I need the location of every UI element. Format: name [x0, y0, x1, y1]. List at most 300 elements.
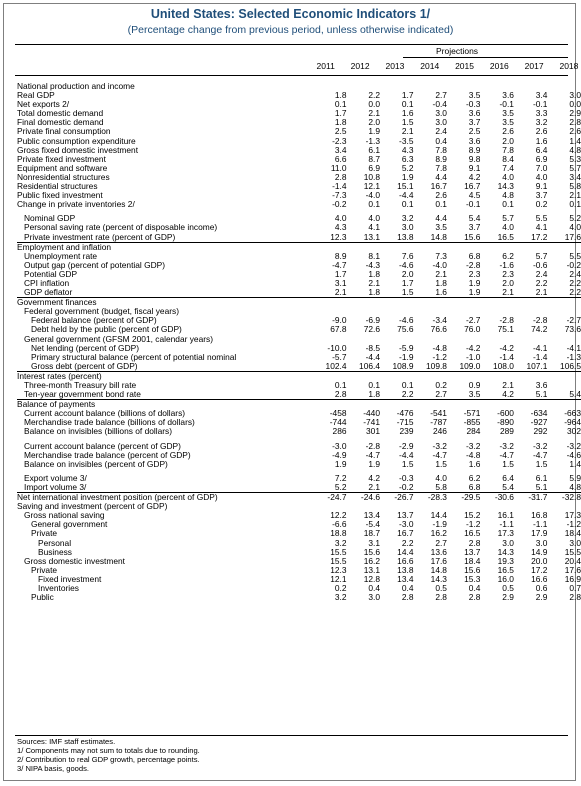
row-value: 8.9	[435, 153, 447, 164]
row-value: 3.2	[334, 592, 347, 603]
row-value: 1.7	[334, 108, 347, 119]
row-value: 0.1	[368, 380, 380, 390]
row-value: 0.4	[468, 582, 481, 593]
row-value: -31.7	[514, 493, 547, 503]
row-value: 14.4	[397, 546, 414, 557]
row-label: Private	[31, 528, 58, 539]
row-label: General government (GFSM 2001, calendar years)	[24, 333, 213, 344]
row-label: Gross domestic investment	[24, 555, 125, 566]
row-value: 106.4	[359, 360, 380, 371]
row-value: 0.9	[468, 380, 481, 390]
row-value: 15.5	[330, 546, 347, 557]
row-value: 2.1	[334, 287, 347, 298]
row-value: -1.2	[432, 351, 447, 362]
row-value: 109.8	[426, 360, 447, 371]
row-value: 3.0	[401, 222, 414, 233]
row-value	[514, 298, 547, 308]
row-value: -663	[564, 408, 581, 419]
row-label: Ten-year government bond rate	[24, 389, 141, 400]
row-value: 73.6	[564, 324, 581, 335]
row-label: Private	[31, 564, 58, 575]
row-value: -0.1	[466, 199, 481, 210]
row-value: 2.0	[401, 268, 414, 279]
row-label: Potential GDP	[24, 268, 78, 279]
table-row	[17, 261, 581, 270]
row-value: -1.6	[499, 259, 514, 270]
row-value: 6.8	[468, 481, 481, 492]
row-value: 2.3	[502, 268, 514, 279]
row-value: -4.4	[365, 351, 380, 362]
row-value: 17.2	[531, 564, 548, 575]
row-value: -4.6	[566, 449, 581, 460]
row-value: 0.4	[401, 582, 414, 593]
row-value: 2.2	[368, 90, 380, 101]
row-value: 5.2	[401, 162, 414, 173]
row-value: 3.6	[468, 135, 481, 146]
footnote-line: Sources: IMF staff estimates.	[17, 737, 116, 746]
row-value: 2.6	[435, 190, 447, 201]
row-value: 3.3	[535, 108, 548, 119]
footnote-rule	[15, 735, 568, 736]
row-label: Public fixed investment	[17, 190, 103, 201]
row-value: 2.8	[334, 389, 347, 400]
row-label: Private final consumption	[17, 126, 111, 137]
row-value: 12.8	[363, 573, 380, 584]
row-value: 6.2	[468, 472, 481, 483]
row-label: Merchandise trade balance (billions of dollars)	[24, 417, 195, 428]
row-value: 0.2	[535, 199, 548, 210]
row-value: -1.1	[532, 519, 548, 530]
row-value: -4.4	[399, 190, 414, 201]
row-label: Change in private inventories 2/	[17, 199, 135, 210]
row-value: 1.6	[468, 458, 481, 469]
row-value: 13.1	[363, 564, 380, 575]
row-value: 4.8	[569, 481, 581, 492]
row-value: 0.0	[569, 99, 581, 110]
row-value: 2.2	[401, 389, 414, 400]
row-value: 2.1	[368, 481, 380, 492]
row-value: 7.3	[435, 250, 447, 261]
row-value: 11.0	[330, 162, 347, 173]
row-value: 75.6	[397, 324, 414, 335]
row-value: -3.4	[432, 315, 447, 326]
row-value: 1.9	[468, 277, 481, 288]
row-value: 7.8	[435, 144, 447, 155]
row-value: 15.2	[464, 510, 481, 521]
row-value: 17.3	[497, 528, 514, 539]
row-value: 0.4	[435, 135, 447, 146]
table-row	[17, 200, 581, 209]
row-value: 15.6	[464, 231, 481, 242]
row-value: 15.6	[464, 564, 481, 575]
footnote-line: 2/ Contribution to real GDP growth, percentage points.	[17, 755, 200, 764]
year-header-cell: 2018	[559, 61, 579, 71]
row-value: 2.1	[569, 190, 581, 201]
row-value: 17.6	[430, 555, 447, 566]
row-value: 2.7	[435, 90, 447, 101]
row-value: -715	[396, 417, 414, 428]
row-value: -927	[530, 417, 548, 428]
table-row	[17, 566, 581, 575]
year-header-cell: 2017	[524, 61, 544, 71]
row-value: -1.0	[466, 351, 481, 362]
row-value: 2.4	[535, 268, 548, 279]
row-value: 9.8	[468, 153, 481, 164]
row-value: -4.2	[466, 342, 481, 353]
row-value: 16.2	[430, 528, 447, 539]
row-value: 3.6	[468, 108, 481, 119]
row-label: Current account balance (billions of dollars)	[24, 408, 186, 419]
row-value: 2.1	[435, 268, 447, 279]
row-label: Gross debt (percent of GDP)	[31, 360, 138, 371]
row-label: Residential structures	[17, 181, 98, 192]
row-value: 3.5	[502, 108, 514, 119]
row-value: 2.0	[368, 117, 380, 128]
row-value: 16.7	[464, 181, 481, 192]
row-value: 5.1	[535, 389, 548, 400]
row-value: -4.0	[365, 190, 380, 201]
row-value: 76.0	[464, 324, 481, 335]
row-value: -4.9	[332, 449, 347, 460]
row-label: Unemployment rate	[24, 250, 98, 261]
projections-label: Projections	[436, 46, 479, 56]
row-label: Current account balance (percent of GDP)	[24, 440, 181, 451]
table-row	[17, 460, 581, 469]
row-value: 3.0	[435, 108, 447, 119]
row-value: 3.0	[502, 537, 514, 548]
row-value: 0.1	[502, 199, 514, 210]
row-value: 14.8	[430, 564, 447, 575]
row-value: 0.1	[569, 199, 581, 210]
header-top-rule	[15, 44, 568, 45]
row-value: 1.7	[334, 268, 347, 279]
row-value: 1.7	[401, 277, 414, 288]
row-value: 18.7	[363, 528, 380, 539]
row-value: -0.6	[532, 259, 548, 270]
row-value: -6.9	[365, 315, 380, 326]
row-value: 9.1	[535, 181, 548, 192]
row-label: Primary structural balance (percent of potential nominal	[31, 351, 237, 362]
table-row	[17, 173, 581, 182]
row-label: Balance on invisibles (billions of dollars)	[24, 426, 173, 437]
row-value: 12.1	[363, 181, 380, 192]
row-value: 16.5	[497, 564, 514, 575]
row-value: 2.8	[468, 592, 481, 603]
row-value: 2.8	[569, 117, 581, 128]
row-value: -1.9	[432, 519, 447, 530]
row-value: 8.7	[368, 153, 380, 164]
row-value: 0.1	[401, 199, 414, 210]
row-value: -32.8	[547, 493, 581, 503]
row-value: -2.7	[466, 315, 481, 326]
row-value	[480, 298, 513, 308]
row-value: 1.5	[401, 117, 414, 128]
row-value: 107.1	[526, 360, 548, 371]
row-value: -4.2	[499, 342, 514, 353]
row-value: 17.2	[531, 231, 548, 242]
row-value: 18.4	[564, 528, 581, 539]
row-value: 1.5	[401, 287, 414, 298]
row-value: 14.3	[497, 546, 514, 557]
row-value: 5.8	[569, 181, 581, 192]
row-value: 0.5	[435, 582, 447, 593]
row-value: 6.2	[502, 250, 514, 261]
row-value: 13.6	[430, 546, 447, 557]
row-value: 12.3	[330, 564, 347, 575]
row-value: 2.8	[435, 592, 447, 603]
row-value: -1.2	[566, 519, 581, 530]
row-value: 2.0	[502, 277, 514, 288]
row-value: -30.6	[480, 493, 513, 503]
row-label: Gross fixed domestic investment	[17, 144, 139, 155]
row-value: 1.8	[368, 268, 380, 279]
row-value: 4.0	[368, 213, 380, 224]
row-value: 7.8	[435, 162, 447, 173]
row-value: 4.3	[334, 222, 347, 233]
row-label: Merchandise trade balance (percent of GDP)	[24, 449, 191, 460]
row-value: 1.6	[535, 135, 548, 146]
row-value: 1.5	[502, 458, 514, 469]
row-value: 20.0	[531, 555, 548, 566]
row-value: 7.0	[535, 162, 548, 173]
row-value: -634	[530, 408, 548, 419]
row-value: 3.5	[502, 117, 514, 128]
row-value: 3.0	[569, 537, 581, 548]
row-value: 302	[567, 426, 581, 437]
row-value: 16.9	[564, 573, 581, 584]
row-value: 17.6	[564, 231, 581, 242]
row-value: -4.1	[566, 342, 581, 353]
row-value: 1.5	[435, 458, 447, 469]
row-value: 6.1	[368, 144, 380, 155]
row-label: Balance of payments	[17, 400, 313, 410]
row-value: 108.9	[392, 360, 414, 371]
row-value: 6.4	[535, 144, 548, 155]
row-value: -2.7	[566, 315, 581, 326]
row-value	[313, 298, 346, 308]
row-value: -0.2	[399, 481, 414, 492]
row-value: 8.9	[468, 144, 481, 155]
row-value: 4.0	[502, 222, 514, 233]
row-value: 7.2	[334, 472, 347, 483]
table-row	[17, 270, 581, 279]
row-value: 2.1	[535, 287, 548, 298]
row-value: 2.1	[502, 380, 514, 390]
row-value	[447, 298, 480, 308]
row-value: -6.6	[332, 519, 347, 530]
row-value: 1.8	[435, 277, 447, 288]
row-label: Balance on invisibles (percent of GDP)	[24, 458, 168, 469]
row-value: 2.9	[502, 592, 514, 603]
row-value: 3.7	[535, 190, 548, 201]
row-value: 6.1	[535, 472, 548, 483]
row-value: 2.2	[535, 277, 548, 288]
row-value: 1.9	[368, 458, 380, 469]
row-value: 4.0	[569, 222, 581, 233]
row-value: 13.1	[363, 231, 380, 242]
row-value: 2.3	[468, 268, 481, 279]
row-value: 102.4	[325, 360, 347, 371]
row-value: -5.7	[332, 351, 347, 362]
row-value: 109.0	[459, 360, 481, 371]
row-label: Nonresidential structures	[17, 171, 110, 182]
table-row	[17, 91, 581, 100]
row-value: 4.0	[502, 171, 514, 182]
row-value: 12.3	[330, 231, 347, 242]
row-value: 1.9	[401, 171, 414, 182]
table-row	[17, 82, 581, 91]
row-value: 16.6	[531, 573, 548, 584]
row-value: 0.1	[401, 99, 414, 110]
row-value: 6.4	[502, 472, 514, 483]
row-value: -1.4	[332, 181, 347, 192]
row-value: 0.2	[435, 380, 447, 390]
row-value: -440	[363, 408, 380, 419]
row-label: Public	[31, 592, 54, 603]
row-value: 6.9	[368, 162, 380, 173]
row-value: -2.8	[466, 259, 481, 270]
row-value: -2.8	[365, 440, 380, 451]
row-label: Inventories	[38, 582, 79, 593]
row-value: -0.3	[399, 472, 414, 483]
table-row	[17, 539, 581, 548]
row-value: -9.0	[332, 315, 347, 326]
row-value: 10.8	[363, 171, 380, 182]
row-label: Fixed investment	[38, 573, 102, 584]
row-value: 3.4	[334, 144, 347, 155]
row-value: 5.4	[468, 213, 481, 224]
row-value: 3.4	[535, 90, 548, 101]
row-value: 4.2	[468, 171, 481, 182]
row-value: 0.5	[502, 582, 514, 593]
table-row	[17, 529, 581, 538]
row-label: Government finances	[17, 298, 313, 308]
row-value: 2.8	[569, 592, 581, 603]
row-value: 13.8	[397, 564, 414, 575]
row-value: -3.2	[566, 440, 581, 451]
row-value: 7.6	[401, 250, 414, 261]
row-value: 16.1	[497, 510, 514, 521]
row-value: 292	[533, 426, 548, 437]
row-value: -1.9	[399, 351, 414, 362]
row-value: 2.8	[334, 171, 347, 182]
row-value: 4.3	[401, 144, 414, 155]
row-value: -4.7	[365, 449, 380, 460]
row-value: 4.0	[435, 472, 447, 483]
row-value: 3.2	[535, 117, 548, 128]
row-value	[547, 298, 581, 308]
row-value: 3.0	[535, 537, 548, 548]
row-value: -2.8	[499, 315, 514, 326]
row-value: 16.0	[497, 573, 514, 584]
row-value: -3.0	[399, 519, 414, 530]
row-label: Public consumption expenditure	[17, 135, 136, 146]
row-value: 3.5	[468, 389, 481, 400]
row-value: 5.7	[569, 162, 581, 173]
row-value	[347, 298, 380, 308]
row-value	[547, 371, 581, 381]
row-value: 3.0	[435, 117, 447, 128]
row-value: 284	[466, 426, 481, 437]
row-value: 2.9	[535, 592, 548, 603]
row-label: General government	[31, 519, 108, 530]
row-value: -2.9	[399, 440, 414, 451]
row-label: Net lending (percent of GDP)	[31, 342, 139, 353]
row-value: 4.2	[502, 389, 514, 400]
row-value: -1.3	[566, 351, 581, 362]
row-value	[380, 298, 413, 308]
row-value: -3.5	[399, 135, 414, 146]
row-value: 7.8	[502, 144, 514, 155]
row-label: Business	[38, 546, 72, 557]
row-value: 3.0	[569, 90, 581, 101]
row-value: 0.1	[435, 199, 447, 210]
row-value: -5.4	[365, 519, 380, 530]
row-value: 75.1	[497, 324, 514, 335]
row-value: 239	[399, 426, 414, 437]
row-value: 246	[432, 426, 447, 437]
row-value: -787	[430, 417, 447, 428]
row-label: Personal	[38, 537, 72, 548]
row-value: 2.6	[569, 126, 581, 137]
row-value: 5.9	[569, 472, 581, 483]
row-label: Three-month Treasury bill rate	[24, 380, 137, 390]
row-value: -458	[329, 408, 347, 419]
row-value: -3.2	[532, 440, 548, 451]
header-bottom-rule	[15, 75, 568, 76]
row-value: 2.6	[535, 126, 548, 137]
row-value: 5.4	[569, 389, 581, 400]
row-value: -1.1	[499, 519, 514, 530]
row-value: 15.1	[397, 181, 414, 192]
row-label: CPI inflation	[24, 277, 70, 288]
row-value: 15.5	[564, 546, 581, 557]
row-label: Import volume 3/	[24, 481, 87, 492]
table-row	[17, 288, 581, 298]
row-label: Nominal GDP	[24, 213, 76, 224]
row-value: -2.8	[532, 315, 548, 326]
row-value: 2.1	[502, 287, 514, 298]
row-value: 2.7	[435, 537, 447, 548]
row-value: 3.0	[368, 592, 380, 603]
row-value: -8.5	[365, 342, 380, 353]
row-value: 1.7	[401, 90, 414, 101]
table-row	[17, 390, 581, 400]
row-label: Output gap (percent of potential GDP)	[24, 259, 166, 270]
row-value: 2.4	[435, 126, 447, 137]
row-value: 19.3	[497, 555, 514, 566]
row-value: 16.2	[363, 555, 380, 566]
row-value: 1.8	[368, 389, 380, 400]
row-value: -4.7	[532, 449, 548, 460]
row-value: 9.1	[468, 162, 481, 173]
row-value: 12.1	[330, 573, 347, 584]
row-value: -4.1	[532, 342, 548, 353]
page-subtitle: (Percentage change from previous period, unless otherwise indicated)	[127, 24, 454, 36]
row-value: 18.8	[330, 528, 347, 539]
row-label: Total domestic demand	[17, 108, 104, 119]
row-value: 1.6	[401, 108, 414, 119]
table-row	[17, 233, 581, 243]
row-value: 4.1	[535, 222, 548, 233]
row-label: Debt held by the public (percent of GDP)	[31, 324, 182, 335]
row-value: -3.2	[432, 440, 447, 451]
row-value: -10.0	[327, 342, 347, 353]
row-value: 3.7	[468, 222, 481, 233]
row-value: 289	[499, 426, 514, 437]
row-value: -24.7	[313, 493, 346, 503]
row-value: -0.1	[499, 99, 514, 110]
